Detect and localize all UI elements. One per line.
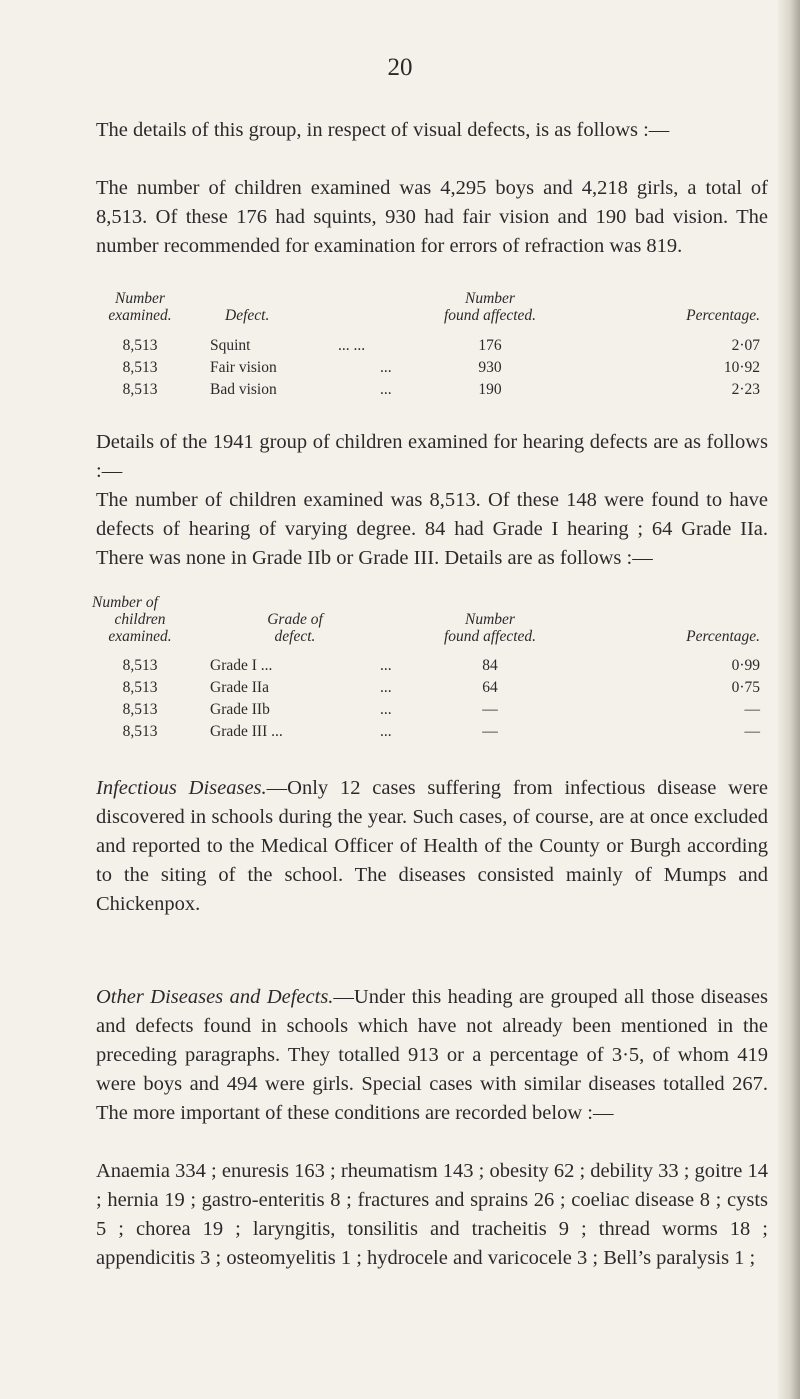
cell-percentage: 0·75: [731, 679, 760, 696]
page-edge-shadow: [778, 0, 800, 1399]
cell-grade: Grade IIa: [210, 679, 269, 696]
cell-examined: 8,513: [122, 337, 158, 354]
header-grade-line1: Grade of: [267, 611, 323, 628]
cell-defect: Bad vision: [210, 381, 277, 398]
header-affected-line2: found affected.: [443, 307, 537, 324]
cell-dots: ...: [380, 381, 392, 398]
cell-affected: 930: [478, 359, 502, 376]
header-affected-line1: Number: [465, 290, 515, 307]
header-affected: [420, 290, 560, 324]
cell-dots: ...: [380, 359, 392, 376]
cell-dots: ...: [380, 723, 392, 740]
page-number: 20: [387, 54, 413, 81]
cell-affected: —: [482, 723, 498, 740]
infectious-heading: Infectious Diseases.: [96, 777, 267, 799]
header-percentage: Percentage.: [686, 307, 760, 324]
visual-intro: [96, 116, 768, 145]
cell-examined: 8,513: [122, 679, 158, 696]
header-examined-line3: examined.: [108, 628, 172, 645]
header-percentage: Percentage.: [686, 628, 760, 645]
cell-affected: 176: [478, 337, 502, 354]
header-examined-line2: examined.: [108, 307, 172, 324]
header-grade: [230, 611, 360, 645]
header-affected-line1: Number: [465, 611, 515, 628]
cell-percentage: 0·99: [731, 657, 760, 674]
header-affected: [420, 611, 560, 645]
cell-defect: Fair vision: [210, 359, 277, 376]
cell-affected: 84: [482, 657, 498, 674]
cell-examined: 8,513: [122, 359, 158, 376]
header-examined-line1: Number: [115, 290, 165, 307]
cell-percentage: 2·07: [731, 337, 760, 354]
header-examined: [100, 290, 180, 324]
cell-dots: ...: [380, 679, 392, 696]
cell-affected: —: [482, 701, 498, 718]
cell-dots: ... ...: [338, 337, 366, 354]
hearing-intro: Details of the 1941 group of children examined for hearing defects are as follows :—: [96, 431, 768, 482]
cell-grade: Grade III ...: [210, 723, 283, 740]
cell-affected: 64: [482, 679, 498, 696]
header-examined-line1: Number of: [92, 594, 158, 611]
visual-intro-text: The details of this group, in respect of visual defects, is as follows :—: [96, 119, 670, 141]
other-heading: Other Diseases and Defects.: [96, 986, 334, 1008]
cell-dots: ...: [380, 657, 392, 674]
cell-defect: Squint: [210, 337, 251, 354]
cell-percentage: —: [744, 723, 760, 740]
cell-grade: Grade IIb: [210, 701, 270, 718]
hearing-summary: The number of children examined was 8,513. Of these 148 were found to have defects of hearing of varying degree. 84 had Grade I hearing ; 64 Grade IIa. There was none in Grade IIb or Grade III. Details are as follows :—: [96, 489, 768, 569]
header-examined: [92, 594, 188, 645]
header-defect: Defect.: [225, 307, 270, 324]
header-examined-line2: children: [114, 611, 166, 628]
cell-examined: 8,513: [122, 381, 158, 398]
other-conditions-list: Anaemia 334 ; enuresis 163 ; rheumatism 143 ; obesity 62 ; debility 33 ; goitre 14 ; hernia 19 ; gastro-enteritis 8 ; fractures and sprains 26 ; coeliac disease 8 ; cysts 5 ; chorea 19 ; laryngitis, tonsilitis and tracheitis 9 ; thread worms 18 ; appendicitis 3 ; osteomyelitis 1 ; hydrocele and varicocele 3 ; Bell’s paralysis 1 ;: [96, 1160, 768, 1269]
header-grade-line2: defect.: [274, 628, 316, 645]
cell-examined: 8,513: [122, 701, 158, 718]
cell-examined: 8,513: [122, 723, 158, 740]
cell-grade: Grade I ...: [210, 657, 273, 674]
cell-percentage: 2·23: [731, 381, 760, 398]
visual-summary: The number of children examined was 4,295 boys and 4,218 girls, a total of 8,513. Of these 176 had squints, 930 had fair vision and 190 bad vision. The number recommended for examination for errors of refraction was 819.: [96, 177, 768, 257]
cell-percentage: 10·92: [723, 359, 760, 376]
infectious-text: —Only 12 cases suffering from infectious disease were discovered in schools during the year. Such cases, of course, are at once excluded and reported to the Medical Officer of Health of the County or Burgh according to the siting of the school. The diseases consisted mainly of Mumps and Chickenpox.: [96, 777, 768, 915]
infectious-paragraph: [96, 774, 768, 919]
cell-affected: 190: [478, 381, 502, 398]
cell-percentage: —: [744, 701, 760, 718]
cell-dots: ...: [380, 701, 392, 718]
other-text: —Under this heading are grouped all those diseases and defects found in schools which have not already been mentioned in the preceding paragraphs. They totalled 913 or a percentage of 3·5, of whom 419 were boys and 494 were girls. Special cases with similar diseases totalled 267. The more important of these conditions are recorded below :—: [96, 986, 768, 1124]
cell-examined: 8,513: [122, 657, 158, 674]
header-affected-line2: found affected.: [443, 628, 537, 645]
other-paragraph: [96, 983, 768, 1128]
